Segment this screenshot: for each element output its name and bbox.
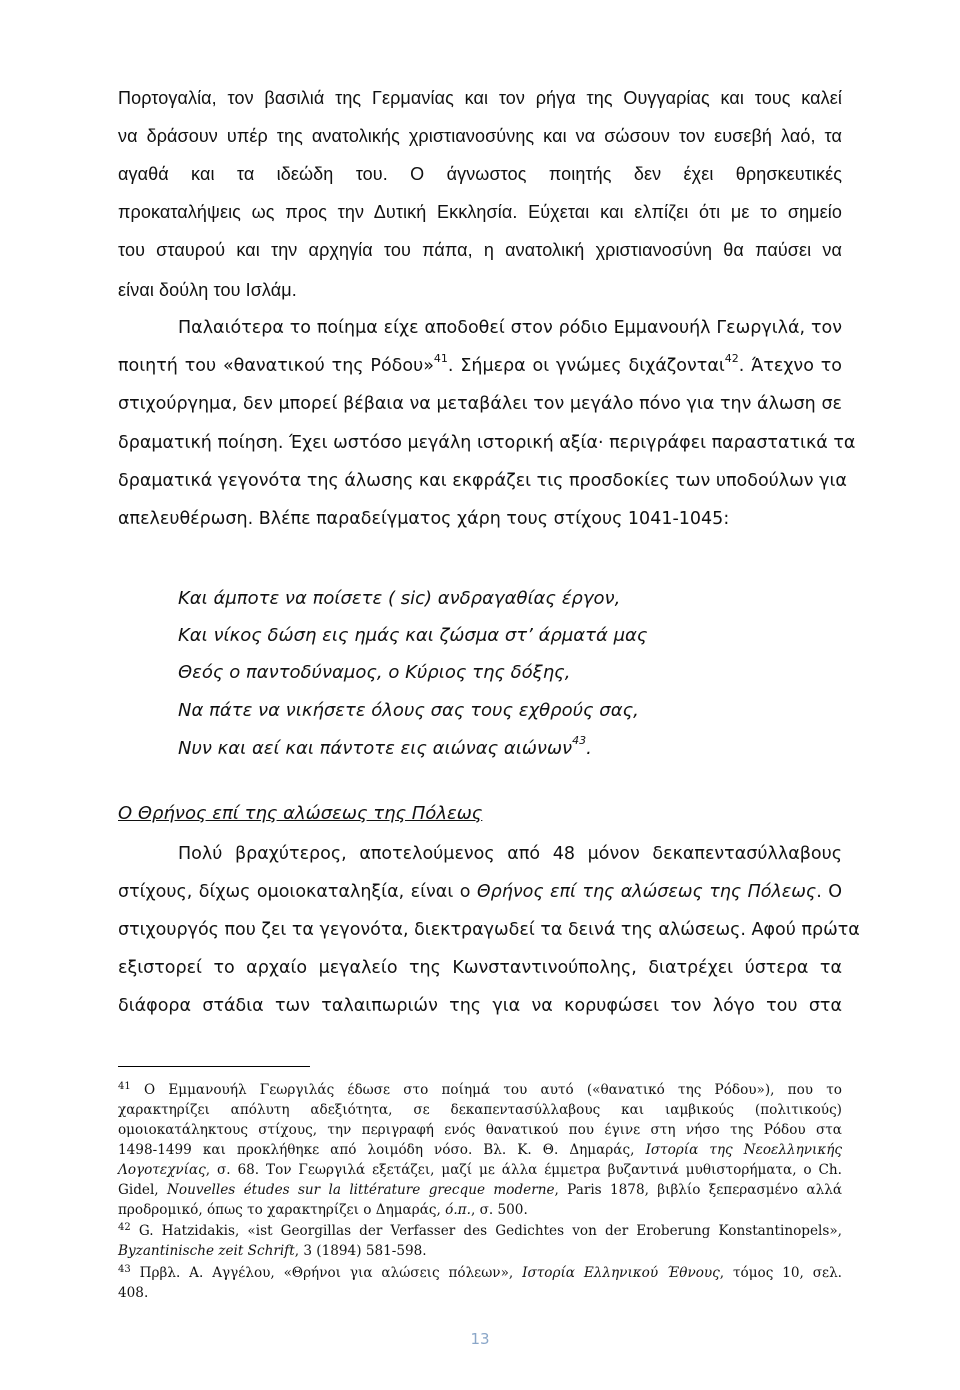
para1-line-3: αγαθά και τα ιδεώδη του. Ο άγνωστος ποιητής δεν έχει θρησκευτικές — [118, 164, 842, 184]
para1-line-6: είναι δούλη του Ισλάμ. — [118, 280, 297, 300]
footnote-41-text-5: , σ. 68. Τον Γεωργιλά εξετάζει, μαζί με άλλα έμμετρα βυζαντινά μυθιστορήματα, ο Ch. — [205, 1162, 842, 1178]
verse-5-text: Νυν και αεί και πάντοτε εις αιώνας αιώνων — [178, 738, 573, 759]
footnote-42-text-2: , 3 (1894) 581-598. — [294, 1243, 427, 1259]
verse-5-end: . — [586, 738, 592, 759]
footnote-41-number: 41 — [118, 1081, 131, 1092]
para3-text-b: . Ο — [816, 882, 842, 902]
footnote-41-line-1 — [118, 1082, 842, 1098]
para2-line-6: απελευθέρωση. Βλέπε παραδείγματος χάρη τους στίχους 1041-1045: — [118, 509, 730, 529]
footnote-43-number: 43 — [118, 1264, 131, 1275]
para2-line-3: στιχούργημα, δεν μπορεί βέβαια να μεταβάλει τον μεγάλο πόνο για την άλωση σε — [118, 394, 842, 414]
para2-text-a: ποιητή του «θανατικού της Ρόδου» — [118, 356, 434, 376]
para3-line-2 — [118, 882, 842, 902]
para3-title: Θρήνος επί της αλώσεως της Πόλεως — [476, 882, 817, 902]
para2-text-b: . Σήμερα οι γνώμες διχάζονται — [447, 356, 725, 376]
footnote-43-line-2: 408. — [118, 1285, 149, 1301]
section-heading: Ο Θρήνος επί της αλώσεως της Πόλεως — [118, 803, 483, 824]
footnote-separator — [118, 1066, 310, 1067]
verse-2: Και νίκος δώση εις ημάς και ζώσμα στ’ άρματά μας — [178, 625, 648, 646]
footnote-ref-42[interactable]: 42 — [724, 352, 739, 365]
footnote-43-text-1: Πρβλ. Α. Αγγέλου, «Θρήνοι για αλώσεις πόλεων», — [139, 1265, 514, 1281]
footnote-42-line-2 — [118, 1243, 427, 1259]
verse-1: Και άμποτε να ποίσετε ( sic) ανδραγαθίας έργον, — [178, 588, 621, 609]
footnote-41-title-b: Λογοτεχνίας — [118, 1162, 206, 1178]
footnote-43-text-1b: , τόμος 10, σελ. — [719, 1265, 843, 1281]
verse-3: Θεός ο παντοδύναμος, ο Κύριος της δόξης, — [178, 662, 571, 683]
para2-line-1: Παλαιότερα το ποίημα είχε αποδοθεί στον ρόδιο Εμμανουήλ Γεωργιλά, τον — [178, 318, 842, 338]
para3-text-a: στίχους, δίχως ομοιοκαταληξία, είναι ο — [118, 882, 471, 902]
footnote-42-title: Byzantinische zeit Schrift — [118, 1243, 295, 1259]
footnote-41-line-4 — [118, 1142, 842, 1158]
page-number: 13 — [470, 1330, 490, 1348]
para3-line-4: εξιστορεί το αρχαίο μεγαλείο της Κωνσταντινούπολης, διατρέχει ύστερα τα — [118, 958, 842, 978]
para3-line-5: διάφορα στάδια των ταλαιπωριών της για να κορυφώσει τον λόγο του στα — [118, 996, 842, 1016]
para2-line-2 — [118, 352, 842, 376]
footnote-41-op-cit: ό.π. — [445, 1202, 471, 1218]
footnote-41-text-4: 1498-1499 και προκλήθηκε από λοιμόδη νόσο. Βλ. Κ. Θ. Δημαράς, — [118, 1142, 635, 1158]
para3-line-1: Πολύ βραχύτερος, αποτελούμενος από 48 μόνον δεκαπεντασύλλαβους — [178, 844, 842, 864]
para2-text-c: . Άτεχνο το — [738, 356, 842, 376]
footnote-41-text-1: Ο Εμμανουήλ Γεωργιλάς έδωσε στο ποίημά του αυτό («θανατικό της Ρόδου»), που το — [143, 1082, 842, 1098]
para2-line-4: δραματική ποίηση. Έχει ωστόσο μεγάλη ιστορική αξία· περιγράφει παραστατικά τα — [118, 433, 856, 453]
para3-line-3: στιχουργός που ζει τα γεγονότα, διεκτραγωδεί τα δεινά της αλώσεως. Αφού πρώτα — [118, 920, 860, 940]
footnote-41-title-c: Nouvelles études sur la littérature grecque moderne — [166, 1182, 555, 1198]
footnote-41-line-6 — [118, 1182, 842, 1198]
verse-4: Να πάτε να νικήσετε όλους σας τους εχθρούς σας, — [178, 700, 639, 721]
footnote-42-text-1: G. Hatzidakis, «ist Georgillas der Verfasser des Gedichtes von der Eroberung Konstantinopels», — [138, 1223, 842, 1239]
footnote-41-text-7a: προδρομικό, όπως το χαρακτηρίζει ο Δημαράς, — [118, 1202, 441, 1218]
footnote-42-number: 42 — [118, 1222, 131, 1233]
footnote-41-text-7b: , σ. 500. — [470, 1202, 528, 1218]
footnote-ref-41[interactable]: 41 — [433, 352, 448, 365]
footnote-42-line-1 — [118, 1223, 842, 1239]
footnote-ref-43[interactable]: 43 — [572, 734, 587, 747]
para1-line-1: Πορτογαλία, τον βασιλιά της Γερμανίας και τον ρήγα της Ουγγαρίας και τους καλεί — [118, 88, 842, 108]
footnote-43-title: Ιστορία Ελληνικού Έθνους — [522, 1265, 720, 1281]
para1-line-4: προκαταλήψεις ως προς την Δυτική Εκκλησία. Εύχεται και ελπίζει ότι με το σημείο — [118, 202, 842, 222]
para1-line-2: να δράσουν υπέρ της ανατολικής χριστιανοσύνης και να σώσουν τον ευσεβή λαό, τα — [118, 126, 842, 146]
footnote-41-line-7 — [118, 1202, 528, 1218]
footnote-41-line-5 — [118, 1162, 842, 1178]
footnote-43-line-1 — [118, 1265, 842, 1281]
para1-line-5: του σταυρού και την αρχηγία του πάπα, η ανατολική χριστιανοσύνη θα παύσει να — [118, 240, 842, 260]
footnote-41-title-a: Ιστορία της Νεοελληνικής — [645, 1142, 842, 1158]
footnote-41-text-6a: Gidel, — [118, 1182, 159, 1198]
footnote-41-line-2: χαρακτηρίζει απόλυτη αδεξιότητα, σε δεκαπεντασύλλαβους και ιαμβικούς (πολιτικούς) — [118, 1102, 842, 1118]
footnote-41-text-6b: , Paris 1878, βιβλίο ξεπερασμένο αλλά — [554, 1182, 843, 1198]
para2-line-5: δραματικά γεγονότα της άλωσης και εκφράζει τις προσδοκίες των υποδούλων για — [118, 471, 847, 491]
verse-5 — [178, 734, 592, 759]
footnote-41-line-3: ομοιοκατάληκτους στίχους, την περιγραφή ενός θανατικού που έγινε στη νήσο της Ρόδου στα — [118, 1122, 842, 1138]
